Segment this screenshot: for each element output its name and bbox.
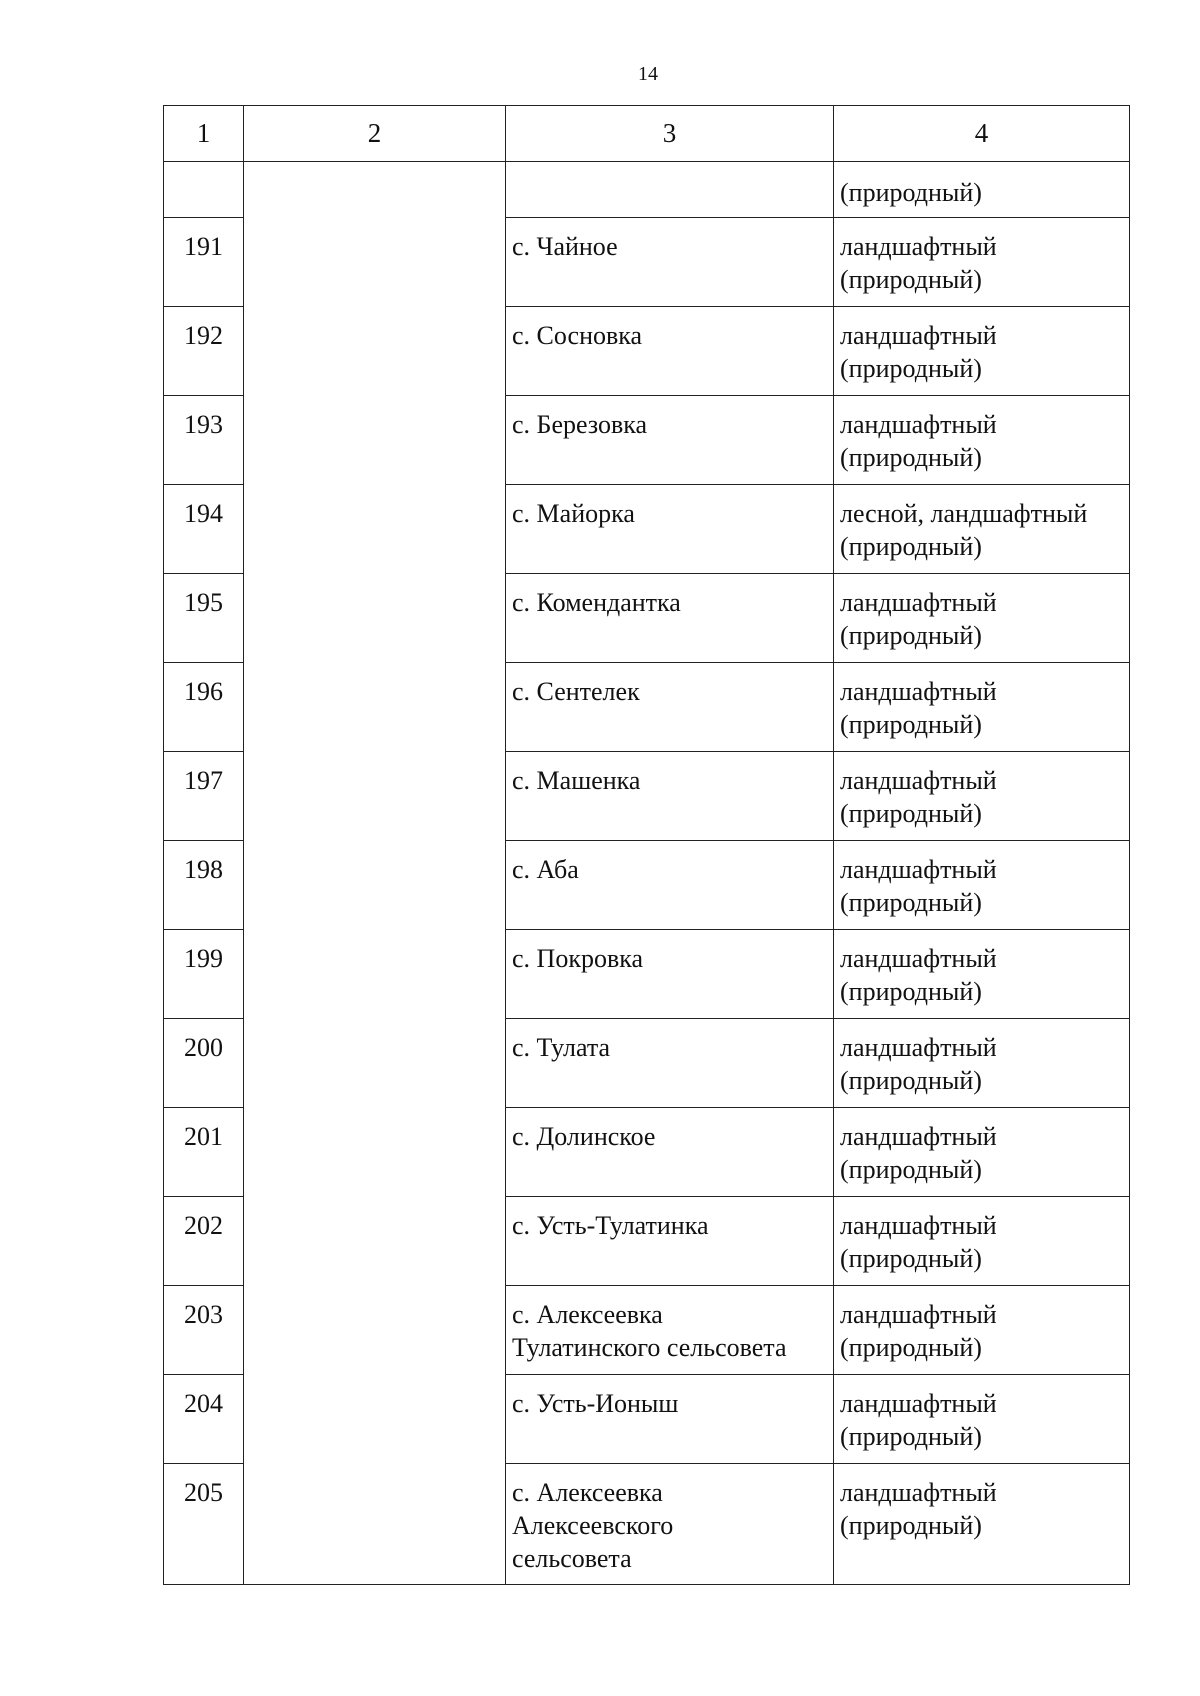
- cell-line: ландшафтный: [840, 855, 997, 884]
- cell-type: [834, 218, 1130, 307]
- cell-type: [834, 1464, 1130, 1585]
- cell-place: [506, 1375, 834, 1464]
- cell-type: [834, 930, 1130, 1019]
- cell-line: с. Сентелек: [512, 677, 640, 706]
- cell-number: 192: [164, 307, 244, 396]
- table-header-row: [164, 106, 1130, 162]
- cell-line: ландшафтный: [840, 1033, 997, 1062]
- page-number: 14: [638, 63, 658, 85]
- cell-type: [834, 1197, 1130, 1286]
- cell-place: [506, 930, 834, 1019]
- document-table: [163, 105, 1130, 1585]
- cell-line: (природный): [840, 621, 982, 650]
- cell-line: ландшафтный: [840, 588, 997, 617]
- cell-line: (природный): [840, 1333, 982, 1362]
- cell-line: Тулатинского сельсовета: [512, 1333, 787, 1362]
- cell-line: с. Алексеевка: [512, 1478, 663, 1507]
- cell-line: (природный): [840, 799, 982, 828]
- cell-line: ландшафтный: [840, 1211, 997, 1240]
- cell-place: [506, 841, 834, 930]
- cell-number: 198: [164, 841, 244, 930]
- cell-place: [506, 1019, 834, 1108]
- cell-line: (природный): [840, 354, 982, 383]
- cell-line: ландшафтный: [840, 944, 997, 973]
- table-body: [164, 162, 1130, 1585]
- cell-line: ландшафтный: [840, 232, 997, 261]
- cell-place: [506, 485, 834, 574]
- cell-line: (природный): [840, 532, 982, 561]
- cell-line: Алексеевского: [512, 1511, 674, 1540]
- cell-number: 204: [164, 1375, 244, 1464]
- cell-line: с. Сосновка: [512, 321, 643, 350]
- cell-line: ландшафтный: [840, 1122, 997, 1151]
- cell-number: 196: [164, 663, 244, 752]
- cell-line: (природный): [840, 1155, 982, 1184]
- cell-line: ландшафтный: [840, 1300, 997, 1329]
- cell-line: с. Аба: [512, 855, 579, 884]
- cell-type: [834, 307, 1130, 396]
- cell-place: [506, 1108, 834, 1197]
- cell-line: (природный): [840, 1244, 982, 1273]
- cell-place: [506, 1464, 834, 1585]
- cell-type: [834, 1286, 1130, 1375]
- cell-type: [834, 1375, 1130, 1464]
- cell-line: ландшафтный: [840, 766, 997, 795]
- header-col-2: 2: [244, 106, 506, 162]
- table-row-continuation: [164, 162, 1130, 218]
- cell-line: с. Машенка: [512, 766, 641, 795]
- cell-line: (природный): [840, 710, 982, 739]
- cell-place: [506, 307, 834, 396]
- cell-type: [834, 485, 1130, 574]
- cell-place: [506, 752, 834, 841]
- cell-line: с. Алексеевка: [512, 1300, 663, 1329]
- cell-line: (природный): [840, 1511, 982, 1540]
- cell-line: с. Усть-Ионыш: [512, 1389, 679, 1418]
- cell-type: [834, 752, 1130, 841]
- cell-number: [164, 162, 244, 218]
- cell-place: [506, 574, 834, 663]
- header-col-4: 4: [834, 106, 1130, 162]
- cell-line: (природный): [840, 977, 982, 1006]
- cell-type: [834, 663, 1130, 752]
- cell-type: [834, 162, 1130, 218]
- cell-line: с. Покровка: [512, 944, 644, 973]
- cell-place: [506, 218, 834, 307]
- cell-type: [834, 574, 1130, 663]
- cell-number: 202: [164, 1197, 244, 1286]
- cell-line: (природный): [840, 178, 982, 207]
- cell-line: с. Чайное: [512, 232, 618, 261]
- cell-line: (природный): [840, 888, 982, 917]
- cell-place: [506, 396, 834, 485]
- cell-line: ландшафтный: [840, 1389, 997, 1418]
- cell-number: 201: [164, 1108, 244, 1197]
- cell-line: с. Майорка: [512, 499, 635, 528]
- cell-type: [834, 1108, 1130, 1197]
- cell-number: 199: [164, 930, 244, 1019]
- cell-merged-col-2: [244, 162, 506, 1585]
- cell-line: с. Долинское: [512, 1122, 656, 1151]
- cell-line: ландшафтный: [840, 410, 997, 439]
- cell-type: [834, 1019, 1130, 1108]
- cell-line: сельсовета: [512, 1544, 632, 1573]
- cell-number: 205: [164, 1464, 244, 1585]
- header-col-3: 3: [506, 106, 834, 162]
- cell-number: 195: [164, 574, 244, 663]
- cell-line: с. Березовка: [512, 410, 648, 439]
- cell-type: [834, 396, 1130, 485]
- cell-line: с. Комендантка: [512, 588, 681, 617]
- cell-number: 194: [164, 485, 244, 574]
- cell-line: с. Тулата: [512, 1033, 611, 1062]
- cell-line: с. Усть-Тулатинка: [512, 1211, 709, 1240]
- cell-line: ландшафтный: [840, 677, 997, 706]
- cell-line: лесной, ландшафтный: [840, 499, 1088, 528]
- cell-place: [506, 1286, 834, 1375]
- cell-line: (природный): [840, 265, 982, 294]
- cell-place: [506, 162, 834, 218]
- cell-place: [506, 663, 834, 752]
- cell-number: 203: [164, 1286, 244, 1375]
- cell-number: 200: [164, 1019, 244, 1108]
- cell-line: (природный): [840, 1422, 982, 1451]
- header-col-1: 1: [164, 106, 244, 162]
- cell-line: ландшафтный: [840, 321, 997, 350]
- cell-number: 191: [164, 218, 244, 307]
- cell-line: (природный): [840, 1066, 982, 1095]
- cell-type: [834, 841, 1130, 930]
- cell-number: 193: [164, 396, 244, 485]
- cell-line: ландшафтный: [840, 1478, 997, 1507]
- cell-place: [506, 1197, 834, 1286]
- cell-number: 197: [164, 752, 244, 841]
- cell-line: (природный): [840, 443, 982, 472]
